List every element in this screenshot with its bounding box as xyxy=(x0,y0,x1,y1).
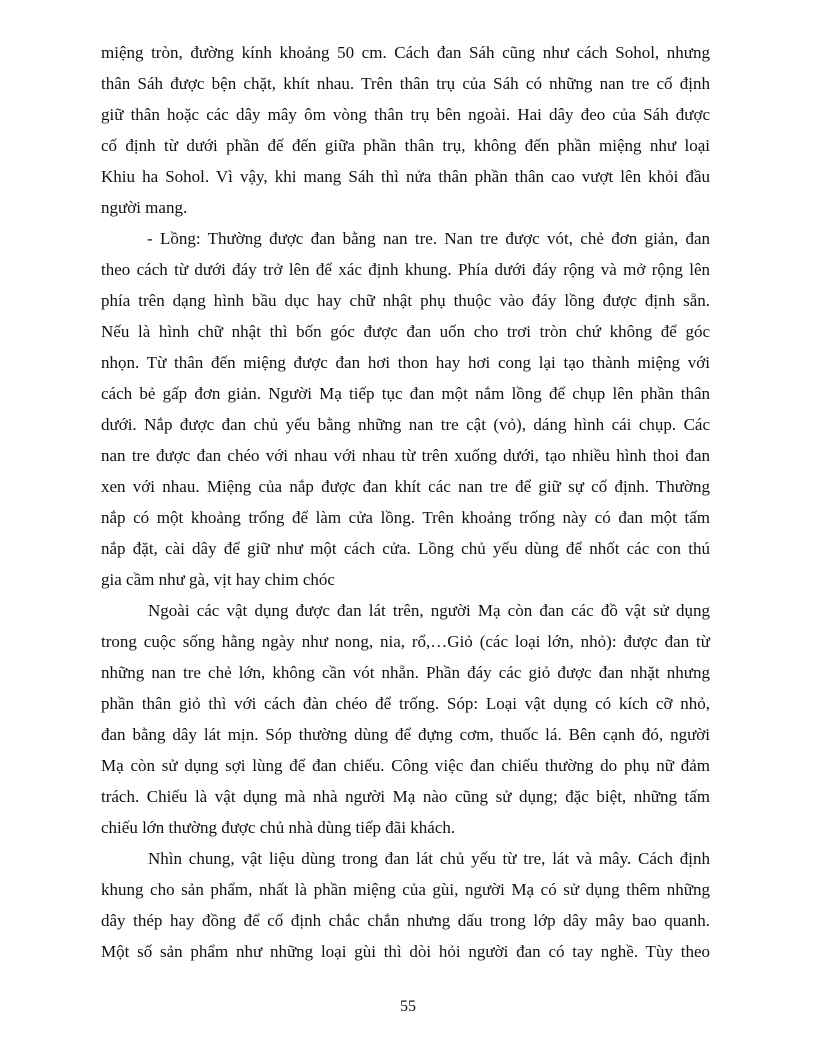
text-line: Nhìn chung, vật liệu dùng trong đan lát chủ yếu từ tre, lát và mây. Cách định xyxy=(148,849,710,868)
paragraph xyxy=(101,37,710,223)
text-line: Một số sản phẩm như những loại gùi thì dòi hỏi người đan có tay nghề. Tùy theo xyxy=(101,942,710,961)
text-line: gia cầm như gà, vịt hay chim chóc xyxy=(101,570,335,589)
text-line: nhọn. Từ thân đến miệng được đan hơi thon hay hơi cong lại tạo thành miệng với xyxy=(101,353,710,372)
page-number: 55 xyxy=(400,998,416,1015)
text-line: nan tre được đan chéo với nhau với nhau từ trên xuống dưới, tạo nhiều hình thoi đan xyxy=(101,446,710,465)
text-line: miệng tròn, đường kính khoảng 50 cm. Cách đan Sáh cũng như cách Sohol, nhưng xyxy=(101,43,710,62)
text-line: giữ thân hoặc các dây mây ôm vòng thân trụ bên ngoài. Hai dây đeo của Sáh được xyxy=(101,105,710,124)
text-line: nắp có một khoảng trống để làm cửa lồng. Trên khoảng trống này có đan một tấm xyxy=(101,508,710,527)
text-line: khung cho sản phẩm, nhất là phần miệng của gùi, người Mạ có sử dụng thêm những xyxy=(101,880,710,899)
text-line: cách bẻ gấp đơn giản. Người Mạ tiếp tục đan một nắm lồng để chụp lên phần thân xyxy=(101,384,710,403)
paragraph xyxy=(101,223,710,595)
text-line: cố định từ dưới phần đế đến giữa phần thân trụ, không đến phần miệng như loại xyxy=(101,136,710,155)
text-line: những nan tre chẻ lớn, không cần vót nhẵn. Phần đáy các giỏ được đan nhặt nhưng xyxy=(101,663,710,682)
text-line: Ngoài các vật dụng được đan lát trên, người Mạ còn đan các đồ vật sử dụng xyxy=(148,601,710,620)
text-line: đan bằng dây lát mịn. Sóp thường dùng để đựng cơm, thuốc lá. Bên cạnh đó, người xyxy=(101,725,710,744)
text-line: trách. Chiếu là vật dụng mà nhà người Mạ nào cũng sử dụng; đặc biệt, những tấm xyxy=(101,787,710,806)
text-line: Nếu là hình chữ nhật thì bốn góc được đan uốn cho trơi tròn chứ không để góc xyxy=(101,322,710,341)
text-line: theo cách từ dưới đáy trở lên để xác định khung. Phía dưới đáy rộng và mở rộng lên xyxy=(101,260,710,279)
text-line: thân Sáh được bện chặt, khít nhau. Trên thân trụ của Sáh có những nan tre cố định xyxy=(101,74,710,93)
paragraph xyxy=(101,843,710,967)
text-line: Mạ còn sử dụng sợi lùng để đan chiếu. Công việc đan chiếu thường do phụ nữ đảm xyxy=(101,756,710,775)
text-line: chiếu lớn thường được chủ nhà dùng tiếp đãi khách. xyxy=(101,818,456,837)
text-line: dưới. Nắp được đan chủ yếu bằng những nan tre cật (vỏ), dáng hình cái chụp. Các xyxy=(101,415,710,434)
text-line: Khiu ha Sohol. Vì vậy, khi mang Sáh thì nửa thân phần thân cao vượt lên khỏi đầu xyxy=(101,167,710,186)
text-line: phần thân giỏ thì với cách đàn chéo để trống. Sóp: Loại vật dụng có kích cỡ nhỏ, xyxy=(101,694,710,713)
text-line: - Lồng: Thường được đan bằng nan tre. Nan tre được vót, chẻ đơn giản, đan xyxy=(147,229,710,248)
text-line: trong cuộc sống hằng ngày như nong, nia, rổ,…Giỏ (các loại lớn, nhỏ): được đan từ xyxy=(101,632,710,651)
paragraph xyxy=(101,595,710,843)
text-line: nắp đặt, cài dây để giữ như một cách cửa. Lồng chủ yếu dùng để nhốt các con thú xyxy=(101,539,710,558)
text-line: phía trên dạng hình bầu dục hay chữ nhật phụ thuộc vào đáy lồng được định sẵn. xyxy=(101,291,710,310)
text-line: xen với nhau. Miệng của nắp được đan khít các nan tre để giữ sự cố định. Thường xyxy=(101,477,710,496)
page-body xyxy=(101,37,710,967)
text-line: dây thép hay đồng để cố định chắc chắn nhưng dấu trong lớp dây mây bao quanh. xyxy=(101,911,710,930)
text-line: người mang. xyxy=(101,198,188,217)
